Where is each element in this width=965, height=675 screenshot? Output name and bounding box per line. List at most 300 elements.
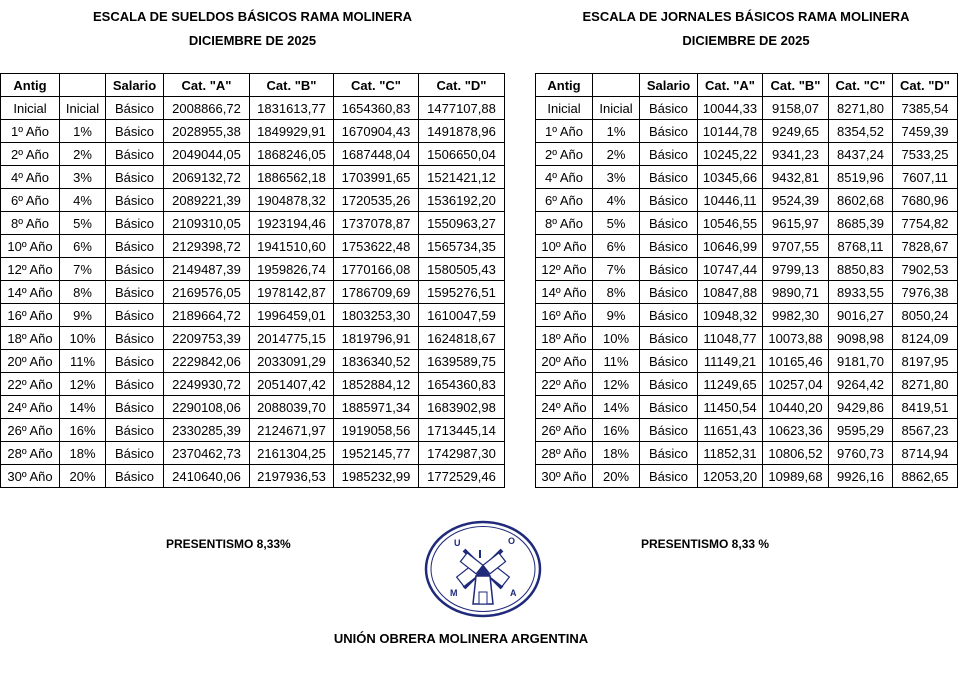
- table-row: [536, 189, 958, 212]
- table-cell: 1639589,75: [419, 350, 505, 373]
- table-cell: 20%: [60, 465, 106, 488]
- table-cell: 8419,51: [893, 396, 958, 419]
- column-header: Antig: [536, 74, 593, 97]
- table-cell: Básico: [106, 189, 164, 212]
- table-cell: 8271,80: [829, 97, 893, 120]
- table-cell: 8271,80: [893, 373, 958, 396]
- table-cell: 2º Año: [1, 143, 60, 166]
- table-cell: 1803253,30: [334, 304, 419, 327]
- table-cell: 9016,27: [829, 304, 893, 327]
- table-cell: 9158,07: [763, 97, 829, 120]
- table-cell: 10623,36: [763, 419, 829, 442]
- table-cell: 28º Año: [1, 442, 60, 465]
- table-cell: 1477107,88: [419, 97, 505, 120]
- table-cell: 1952145,77: [334, 442, 419, 465]
- table-cell: Básico: [106, 212, 164, 235]
- logo-letter-a: A: [510, 588, 517, 598]
- table-row: [1, 120, 505, 143]
- table-row: [1, 212, 505, 235]
- table-cell: 8685,39: [829, 212, 893, 235]
- table-row: [536, 396, 958, 419]
- table-cell: 1786709,69: [334, 281, 419, 304]
- logo-letter-o: O: [508, 536, 516, 546]
- table-cell: 7828,67: [893, 235, 958, 258]
- table-cell: 10948,32: [698, 304, 763, 327]
- table-cell: Básico: [106, 143, 164, 166]
- table-cell: 1831613,77: [250, 97, 334, 120]
- table-row: [1, 442, 505, 465]
- table-cell: 11249,65: [698, 373, 763, 396]
- table-cell: 1753622,48: [334, 235, 419, 258]
- table-cell: Básico: [640, 304, 698, 327]
- table-cell: Básico: [106, 442, 164, 465]
- column-header: Cat. "D": [419, 74, 505, 97]
- table-cell: Básico: [640, 235, 698, 258]
- column-header: Cat. "B": [250, 74, 334, 97]
- table-row: [1, 465, 505, 488]
- table-row: [536, 419, 958, 442]
- table-cell: 4%: [593, 189, 640, 212]
- table-cell: Básico: [640, 258, 698, 281]
- table-cell: 1521421,12: [419, 166, 505, 189]
- right-presentismo: PRESENTISMO 8,33 %: [641, 537, 770, 551]
- table-cell: 11%: [60, 350, 106, 373]
- table-cell: 1º Año: [536, 120, 593, 143]
- table-cell: 16º Año: [1, 304, 60, 327]
- table-cell: Básico: [640, 281, 698, 304]
- table-cell: 10165,46: [763, 350, 829, 373]
- table-cell: 1654360,83: [334, 97, 419, 120]
- table-cell: Básico: [640, 373, 698, 396]
- table-row: [1, 396, 505, 419]
- table-cell: 30º Año: [1, 465, 60, 488]
- table-cell: 9890,71: [763, 281, 829, 304]
- table-cell: 1886562,18: [250, 166, 334, 189]
- table-cell: Inicial: [536, 97, 593, 120]
- table-row: [536, 350, 958, 373]
- table-row: [536, 281, 958, 304]
- table-cell: 2%: [60, 143, 106, 166]
- column-header: Antig: [1, 74, 60, 97]
- table-cell: 1610047,59: [419, 304, 505, 327]
- table-cell: 9982,30: [763, 304, 829, 327]
- table-cell: 6º Año: [1, 189, 60, 212]
- table-cell: Básico: [640, 189, 698, 212]
- table-cell: 9432,81: [763, 166, 829, 189]
- table-cell: 8197,95: [893, 350, 958, 373]
- table-cell: 2089221,39: [164, 189, 250, 212]
- table-cell: 18%: [60, 442, 106, 465]
- sueldos-table: [0, 73, 505, 488]
- table-cell: Básico: [640, 327, 698, 350]
- table-cell: 8714,94: [893, 442, 958, 465]
- table-row: [1, 327, 505, 350]
- table-cell: 22º Año: [1, 373, 60, 396]
- table-cell: Básico: [106, 327, 164, 350]
- table-cell: 9707,55: [763, 235, 829, 258]
- table-cell: Básico: [640, 442, 698, 465]
- table-cell: Básico: [106, 373, 164, 396]
- table-cell: 1996459,01: [250, 304, 334, 327]
- table-cell: Inicial: [60, 97, 106, 120]
- table-cell: 8768,11: [829, 235, 893, 258]
- table-cell: 5%: [60, 212, 106, 235]
- table-cell: 2014775,15: [250, 327, 334, 350]
- jornales-header-row: [536, 74, 958, 97]
- table-cell: 4º Año: [536, 166, 593, 189]
- table-cell: Básico: [640, 166, 698, 189]
- table-cell: 7459,39: [893, 120, 958, 143]
- column-header: [593, 74, 640, 97]
- table-row: [536, 258, 958, 281]
- table-row: [536, 304, 958, 327]
- table-cell: 9249,65: [763, 120, 829, 143]
- table-cell: 28º Año: [536, 442, 593, 465]
- table-row: [1, 143, 505, 166]
- table-cell: 2209753,39: [164, 327, 250, 350]
- table-cell: 2008866,72: [164, 97, 250, 120]
- table-cell: 2370462,73: [164, 442, 250, 465]
- table-cell: 4%: [60, 189, 106, 212]
- table-cell: 24º Año: [536, 396, 593, 419]
- table-cell: 2124671,97: [250, 419, 334, 442]
- table-cell: 8050,24: [893, 304, 958, 327]
- table-row: [1, 281, 505, 304]
- table-cell: 8850,83: [829, 258, 893, 281]
- table-cell: 1849929,91: [250, 120, 334, 143]
- table-cell: 10446,11: [698, 189, 763, 212]
- table-cell: 9760,73: [829, 442, 893, 465]
- table-cell: 2330285,39: [164, 419, 250, 442]
- left-presentismo: PRESENTISMO 8,33%: [166, 537, 291, 551]
- table-cell: 1713445,14: [419, 419, 505, 442]
- table-cell: 2069132,72: [164, 166, 250, 189]
- table-row: [536, 120, 958, 143]
- table-cell: 1%: [60, 120, 106, 143]
- table-cell: 9429,86: [829, 396, 893, 419]
- table-cell: Básico: [106, 281, 164, 304]
- table-cell: 18º Año: [536, 327, 593, 350]
- table-cell: 7902,53: [893, 258, 958, 281]
- footer-org-name: UNIÓN OBRERA MOLINERA ARGENTINA: [333, 631, 589, 646]
- table-cell: 1506650,04: [419, 143, 505, 166]
- logo-letter-m: M: [450, 588, 458, 598]
- table-cell: 8%: [593, 281, 640, 304]
- table-cell: 2051407,42: [250, 373, 334, 396]
- table-row: [1, 97, 505, 120]
- table-cell: 26º Año: [1, 419, 60, 442]
- table-cell: 12%: [593, 373, 640, 396]
- table-row: [1, 419, 505, 442]
- table-cell: 1687448,04: [334, 143, 419, 166]
- right-subtitle: DICIEMBRE DE 2025: [682, 33, 810, 48]
- table-cell: Básico: [106, 97, 164, 120]
- table-cell: 16%: [60, 419, 106, 442]
- table-cell: 11149,21: [698, 350, 763, 373]
- table-cell: 1654360,83: [419, 373, 505, 396]
- table-cell: 1885971,34: [334, 396, 419, 419]
- table-cell: 1923194,46: [250, 212, 334, 235]
- table-cell: 11450,54: [698, 396, 763, 419]
- column-header: Salario: [106, 74, 164, 97]
- table-cell: Básico: [640, 396, 698, 419]
- table-cell: Básico: [640, 212, 698, 235]
- table-cell: 1683902,98: [419, 396, 505, 419]
- table-row: [1, 166, 505, 189]
- table-cell: 2290108,06: [164, 396, 250, 419]
- table-cell: 10044,33: [698, 97, 763, 120]
- table-cell: 7385,54: [893, 97, 958, 120]
- table-cell: 6%: [593, 235, 640, 258]
- table-row: [536, 373, 958, 396]
- table-cell: 7%: [593, 258, 640, 281]
- table-cell: 10º Año: [1, 235, 60, 258]
- table-row: [1, 235, 505, 258]
- table-cell: 1985232,99: [334, 465, 419, 488]
- table-cell: 6%: [60, 235, 106, 258]
- table-cell: 1536192,20: [419, 189, 505, 212]
- table-cell: 10245,22: [698, 143, 763, 166]
- table-cell: 1703991,65: [334, 166, 419, 189]
- table-cell: 1836340,52: [334, 350, 419, 373]
- table-cell: 7680,96: [893, 189, 958, 212]
- table-cell: 12%: [60, 373, 106, 396]
- table-cell: 10989,68: [763, 465, 829, 488]
- table-cell: 1852884,12: [334, 373, 419, 396]
- table-cell: 3%: [593, 166, 640, 189]
- column-header: Cat. "A": [698, 74, 763, 97]
- table-cell: 2049044,05: [164, 143, 250, 166]
- table-cell: 16%: [593, 419, 640, 442]
- table-row: [536, 166, 958, 189]
- table-cell: 9524,39: [763, 189, 829, 212]
- column-header: [60, 74, 106, 97]
- table-cell: 8º Año: [536, 212, 593, 235]
- table-cell: Básico: [640, 120, 698, 143]
- table-cell: 2161304,25: [250, 442, 334, 465]
- table-cell: 1941510,60: [250, 235, 334, 258]
- table-cell: 1670904,43: [334, 120, 419, 143]
- table-cell: 11%: [593, 350, 640, 373]
- table-cell: Básico: [106, 304, 164, 327]
- table-cell: 18º Año: [1, 327, 60, 350]
- table-cell: 16º Año: [536, 304, 593, 327]
- table-cell: 9615,97: [763, 212, 829, 235]
- table-cell: 7976,38: [893, 281, 958, 304]
- table-cell: 10%: [60, 327, 106, 350]
- table-cell: 8862,65: [893, 465, 958, 488]
- table-cell: 26º Año: [536, 419, 593, 442]
- column-header: Cat. "C": [829, 74, 893, 97]
- table-cell: 10806,52: [763, 442, 829, 465]
- jornales-table: [535, 73, 958, 488]
- table-cell: 5%: [593, 212, 640, 235]
- table-cell: 2189664,72: [164, 304, 250, 327]
- table-cell: 10440,20: [763, 396, 829, 419]
- table-cell: 2033091,29: [250, 350, 334, 373]
- table-cell: 10º Año: [536, 235, 593, 258]
- table-cell: 2169576,05: [164, 281, 250, 304]
- table-cell: 18%: [593, 442, 640, 465]
- table-row: [1, 304, 505, 327]
- table-cell: 1819796,91: [334, 327, 419, 350]
- table-row: [536, 212, 958, 235]
- right-title: ESCALA DE JORNALES BÁSICOS RAMA MOLINERA: [582, 9, 910, 24]
- table-cell: 1737078,87: [334, 212, 419, 235]
- table-cell: 1959826,74: [250, 258, 334, 281]
- table-cell: 8519,96: [829, 166, 893, 189]
- table-cell: 12053,20: [698, 465, 763, 488]
- table-row: [1, 373, 505, 396]
- table-cell: 2129398,72: [164, 235, 250, 258]
- table-cell: 1720535,26: [334, 189, 419, 212]
- table-cell: 8602,68: [829, 189, 893, 212]
- table-cell: 2%: [593, 143, 640, 166]
- table-cell: 1550963,27: [419, 212, 505, 235]
- table-cell: Básico: [106, 258, 164, 281]
- table-cell: 9098,98: [829, 327, 893, 350]
- logo-letter-u: U: [454, 538, 461, 548]
- table-cell: 14º Año: [1, 281, 60, 304]
- table-cell: 20º Año: [536, 350, 593, 373]
- table-cell: 1742987,30: [419, 442, 505, 465]
- table-cell: 9926,16: [829, 465, 893, 488]
- table-cell: 12º Año: [1, 258, 60, 281]
- table-cell: 9264,42: [829, 373, 893, 396]
- table-cell: Básico: [106, 419, 164, 442]
- table-cell: 4º Año: [1, 166, 60, 189]
- table-cell: Básico: [106, 350, 164, 373]
- table-cell: 2028955,38: [164, 120, 250, 143]
- table-cell: 1978142,87: [250, 281, 334, 304]
- table-cell: 2º Año: [536, 143, 593, 166]
- table-cell: 1868246,05: [250, 143, 334, 166]
- table-cell: 10847,88: [698, 281, 763, 304]
- table-cell: 2149487,39: [164, 258, 250, 281]
- left-title: ESCALA DE SUELDOS BÁSICOS RAMA MOLINERA: [93, 9, 412, 24]
- column-header: Salario: [640, 74, 698, 97]
- table-cell: 1904878,32: [250, 189, 334, 212]
- table-cell: 8%: [60, 281, 106, 304]
- table-cell: 1580505,43: [419, 258, 505, 281]
- table-row: [536, 465, 958, 488]
- table-cell: Básico: [640, 465, 698, 488]
- table-cell: 9%: [593, 304, 640, 327]
- table-cell: 1º Año: [1, 120, 60, 143]
- table-cell: Básico: [106, 235, 164, 258]
- table-cell: 3%: [60, 166, 106, 189]
- table-cell: 8354,52: [829, 120, 893, 143]
- table-cell: Básico: [106, 166, 164, 189]
- table-cell: 1491878,96: [419, 120, 505, 143]
- table-cell: 6º Año: [536, 189, 593, 212]
- table-cell: 7%: [60, 258, 106, 281]
- table-cell: 20%: [593, 465, 640, 488]
- table-cell: 2109310,05: [164, 212, 250, 235]
- table-cell: 9799,13: [763, 258, 829, 281]
- table-cell: Básico: [106, 465, 164, 488]
- table-row: [536, 235, 958, 258]
- table-cell: 10073,88: [763, 327, 829, 350]
- table-cell: 11048,77: [698, 327, 763, 350]
- table-cell: 11852,31: [698, 442, 763, 465]
- sueldos-header-row: [1, 74, 505, 97]
- table-cell: 9595,29: [829, 419, 893, 442]
- table-cell: 30º Año: [536, 465, 593, 488]
- table-cell: 2197936,53: [250, 465, 334, 488]
- table-cell: 8437,24: [829, 143, 893, 166]
- table-cell: 9341,23: [763, 143, 829, 166]
- table-cell: 7533,25: [893, 143, 958, 166]
- table-cell: Básico: [640, 419, 698, 442]
- table-cell: 1%: [593, 120, 640, 143]
- table-cell: 1624818,67: [419, 327, 505, 350]
- table-row: [536, 442, 958, 465]
- table-cell: Básico: [640, 350, 698, 373]
- table-row: [1, 350, 505, 373]
- table-cell: 14º Año: [536, 281, 593, 304]
- table-cell: 1565734,35: [419, 235, 505, 258]
- column-header: Cat. "C": [334, 74, 419, 97]
- table-cell: Inicial: [593, 97, 640, 120]
- table-cell: 20º Año: [1, 350, 60, 373]
- table-cell: Inicial: [1, 97, 60, 120]
- table-cell: 8933,55: [829, 281, 893, 304]
- table-cell: 14%: [593, 396, 640, 419]
- table-cell: 7607,11: [893, 166, 958, 189]
- uoma-logo: [424, 520, 542, 618]
- table-cell: 7754,82: [893, 212, 958, 235]
- table-row: [536, 97, 958, 120]
- table-row: [536, 327, 958, 350]
- table-cell: 10%: [593, 327, 640, 350]
- table-cell: 10345,66: [698, 166, 763, 189]
- table-cell: 2410640,06: [164, 465, 250, 488]
- table-cell: 24º Año: [1, 396, 60, 419]
- column-header: Cat. "A": [164, 74, 250, 97]
- table-cell: 8567,23: [893, 419, 958, 442]
- table-cell: 1772529,46: [419, 465, 505, 488]
- table-cell: 9181,70: [829, 350, 893, 373]
- table-row: [1, 189, 505, 212]
- table-cell: 10257,04: [763, 373, 829, 396]
- column-header: Cat. "D": [893, 74, 958, 97]
- left-subtitle: DICIEMBRE DE 2025: [188, 33, 317, 48]
- table-cell: 1595276,51: [419, 281, 505, 304]
- table-cell: 14%: [60, 396, 106, 419]
- sueldos-body: [1, 97, 505, 488]
- table-cell: 8124,09: [893, 327, 958, 350]
- table-cell: 1770166,08: [334, 258, 419, 281]
- table-cell: Básico: [106, 396, 164, 419]
- table-cell: Básico: [106, 120, 164, 143]
- table-cell: Básico: [640, 97, 698, 120]
- table-cell: 10144,78: [698, 120, 763, 143]
- jornales-body: [536, 97, 958, 488]
- table-cell: 12º Año: [536, 258, 593, 281]
- table-cell: 10747,44: [698, 258, 763, 281]
- table-row: [1, 258, 505, 281]
- column-header: Cat. "B": [763, 74, 829, 97]
- table-cell: 2088039,70: [250, 396, 334, 419]
- table-cell: Básico: [640, 143, 698, 166]
- table-cell: 11651,43: [698, 419, 763, 442]
- table-cell: 2249930,72: [164, 373, 250, 396]
- table-cell: 8º Año: [1, 212, 60, 235]
- table-cell: 22º Año: [536, 373, 593, 396]
- table-row: [536, 143, 958, 166]
- table-cell: 10546,55: [698, 212, 763, 235]
